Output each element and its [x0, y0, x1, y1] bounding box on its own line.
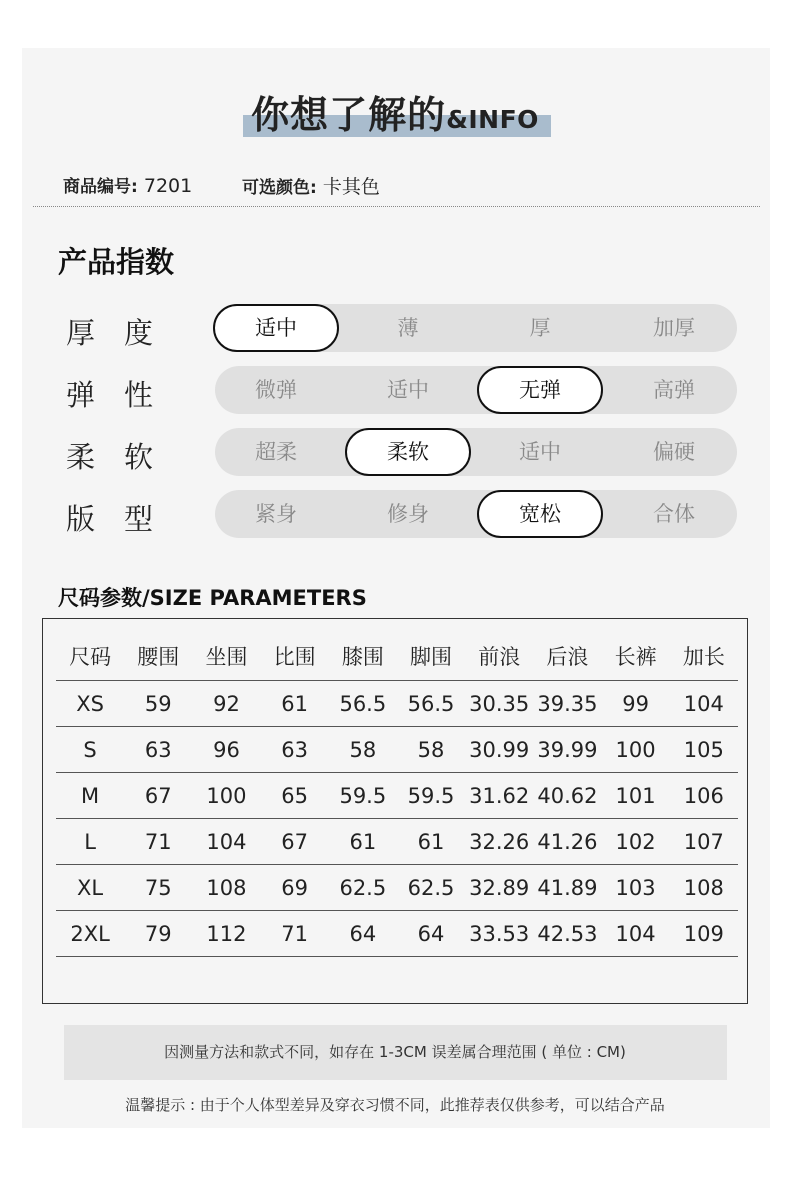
index-option: 超柔 — [255, 440, 297, 464]
index-row — [0, 428, 790, 476]
size-table-cell: XS — [56, 681, 124, 727]
size-table-cell: 30.35 — [465, 681, 533, 727]
size-table-cell: 109 — [670, 911, 738, 957]
size-table-cell: 100 — [602, 727, 670, 773]
size-params-title: 尺码参数/SIZE PARAMETERS — [58, 586, 367, 610]
size-table-cell: 96 — [192, 727, 260, 773]
size-table-header-row — [56, 632, 738, 681]
size-table-cell: 106 — [670, 773, 738, 819]
size-table-cell: 99 — [602, 681, 670, 727]
size-table-cell: 63 — [124, 727, 192, 773]
index-option: 加厚 — [653, 316, 695, 340]
size-table-cell: 69 — [261, 865, 329, 911]
index-row-name: 版型 — [66, 502, 183, 536]
product-code — [63, 172, 192, 197]
size-table-cell: 59.5 — [397, 773, 465, 819]
title-en: &INFO — [446, 105, 539, 134]
size-table-cell: 104 — [670, 681, 738, 727]
table-row — [56, 911, 738, 957]
product-code-value: 7201 — [143, 175, 193, 197]
title-cn: 你想了解的 — [251, 93, 447, 137]
index-option-selected: 柔软 — [345, 428, 471, 476]
size-table-cell: 32.26 — [465, 819, 533, 865]
measure-note: 因测量方法和款式不同，如存在 1-3CM 误差属合理范围 ( 单位 : CM) — [164, 1043, 626, 1061]
size-table-cell: 103 — [602, 865, 670, 911]
table-row — [56, 681, 738, 727]
size-table-cell: 39.99 — [533, 727, 601, 773]
index-option-selected: 无弹 — [477, 366, 603, 414]
size-table-cell: M — [56, 773, 124, 819]
size-table-cell: 31.62 — [465, 773, 533, 819]
size-table-cell: 100 — [192, 773, 260, 819]
size-table-cell: 108 — [670, 865, 738, 911]
size-table-header-cell: 后浪 — [546, 645, 589, 669]
index-option: 合体 — [653, 502, 695, 526]
table-row — [56, 727, 738, 773]
tip-text: 温馨提示 : 由于个人体型差异及穿衣习惯不同，此推荐表仅供参考，可以结合产品 — [125, 1096, 665, 1114]
index-option: 紧身 — [255, 502, 297, 526]
size-table-cell: 79 — [124, 911, 192, 957]
page-title — [0, 84, 790, 139]
size-table-cell: 67 — [124, 773, 192, 819]
size-table-cell: 107 — [670, 819, 738, 865]
index-row — [0, 490, 790, 538]
size-table-header-cell: 尺码 — [69, 645, 112, 669]
table-row — [56, 819, 738, 865]
size-table-cell: 42.53 — [533, 911, 601, 957]
size-table-header-cell: 膝围 — [341, 645, 384, 669]
size-table-cell: 105 — [670, 727, 738, 773]
size-table-cell: 64 — [397, 911, 465, 957]
size-table-cell: 40.62 — [533, 773, 601, 819]
size-table-cell: 62.5 — [329, 865, 397, 911]
size-table-cell: 104 — [192, 819, 260, 865]
size-table-cell: 112 — [192, 911, 260, 957]
product-code-label: 商品编号: — [63, 177, 138, 197]
size-table-cell: 58 — [329, 727, 397, 773]
size-table-cell: 56.5 — [329, 681, 397, 727]
size-table-cell: 61 — [397, 819, 465, 865]
product-color — [242, 172, 380, 199]
size-table-header-cell: 坐围 — [205, 645, 248, 669]
size-table-cell: 61 — [261, 681, 329, 727]
size-table-cell: 108 — [192, 865, 260, 911]
size-table-cell: 30.99 — [465, 727, 533, 773]
index-option: 偏硬 — [653, 440, 695, 464]
index-row-name: 柔软 — [66, 440, 183, 474]
table-row — [56, 865, 738, 911]
size-table-cell: 41.89 — [533, 865, 601, 911]
size-table-header-cell: 前浪 — [478, 645, 521, 669]
table-row — [56, 773, 738, 819]
size-table-header-cell: 加长 — [682, 645, 725, 669]
size-table-cell: 71 — [124, 819, 192, 865]
size-table-header-cell: 腰围 — [137, 645, 180, 669]
size-table — [56, 632, 738, 957]
size-table-cell: 33.53 — [465, 911, 533, 957]
index-option: 适中 — [519, 440, 561, 464]
dotted-divider — [33, 206, 760, 207]
size-table-cell: 92 — [192, 681, 260, 727]
size-table-cell: 65 — [261, 773, 329, 819]
size-table-header-cell: 比围 — [273, 645, 316, 669]
size-table-cell: 59 — [124, 681, 192, 727]
index-option-selected: 宽松 — [477, 490, 603, 538]
size-table-cell: L — [56, 819, 124, 865]
index-option: 高弹 — [653, 378, 695, 402]
size-table-cell: 63 — [261, 727, 329, 773]
size-table-cell: 58 — [397, 727, 465, 773]
size-table-body — [56, 681, 738, 957]
size-table-header-cell: 脚围 — [410, 645, 453, 669]
size-table-cell: 64 — [329, 911, 397, 957]
size-table-cell: 71 — [261, 911, 329, 957]
index-row-name: 弹性 — [66, 378, 183, 412]
index-option: 厚 — [529, 316, 551, 340]
size-table-cell: 102 — [602, 819, 670, 865]
index-option-selected: 适中 — [213, 304, 339, 352]
size-table-cell: 39.35 — [533, 681, 601, 727]
size-table-cell: 61 — [329, 819, 397, 865]
index-option: 修身 — [387, 502, 429, 526]
index-option: 适中 — [387, 378, 429, 402]
size-table-cell: XL — [56, 865, 124, 911]
index-option: 微弹 — [255, 378, 297, 402]
size-table-cell: 2XL — [56, 911, 124, 957]
size-table-cell: S — [56, 727, 124, 773]
size-table-cell: 67 — [261, 819, 329, 865]
index-row-name: 厚度 — [66, 316, 183, 350]
size-table-cell: 104 — [602, 911, 670, 957]
index-row — [0, 366, 790, 414]
size-table-cell: 41.26 — [533, 819, 601, 865]
size-table-cell: 101 — [602, 773, 670, 819]
size-table-cell: 59.5 — [329, 773, 397, 819]
size-table-cell: 75 — [124, 865, 192, 911]
size-table-cell: 62.5 — [397, 865, 465, 911]
size-table-header-cell: 长裤 — [614, 645, 657, 669]
index-row — [0, 304, 790, 352]
product-color-value: 卡其色 — [322, 176, 380, 198]
index-option: 薄 — [397, 316, 419, 340]
size-table-cell: 56.5 — [397, 681, 465, 727]
product-index-title: 产品指数 — [58, 245, 175, 279]
product-color-label: 可选颜色: — [242, 178, 317, 198]
size-table-cell: 32.89 — [465, 865, 533, 911]
